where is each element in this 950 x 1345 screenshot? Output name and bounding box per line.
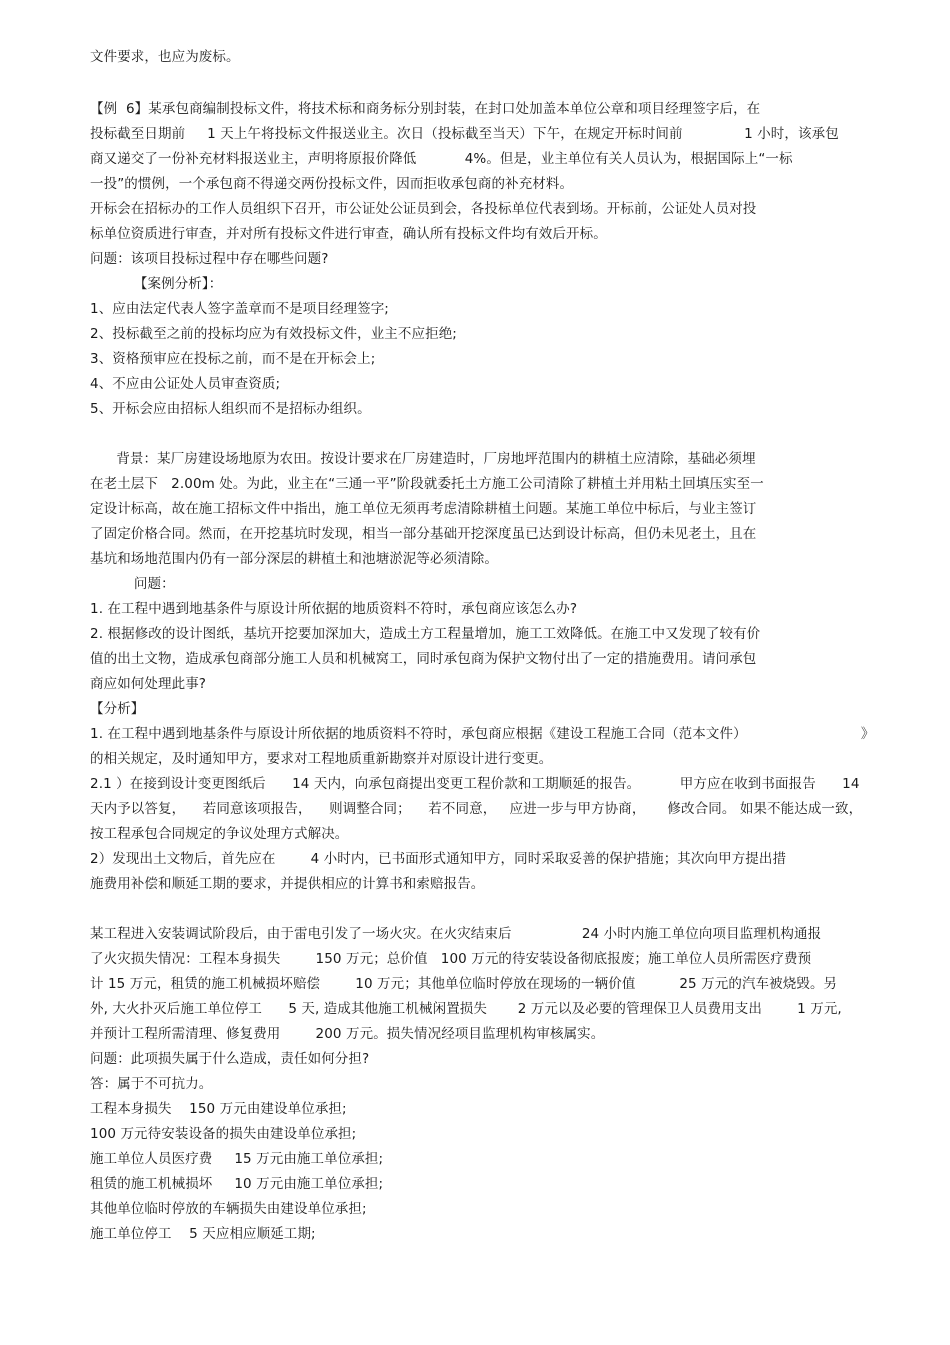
analysis-item-5: 5、开标会应由招标人组织而不是招标办组织。 bbox=[90, 401, 371, 417]
answer-2-1-line-2: 天内予以答复， 若同意该项报告， 则调整合同； 若不同意， 应进一步与甲方协商， 修改合同。 如果不能达成一致， bbox=[90, 801, 863, 817]
answer-2-1-line-1: 2.1 ）在接到设计变更图纸后 14 天内，向承包商提出变更工程价款和工期顺延的报告。 甲方应在收到书面报告 14 bbox=[90, 776, 860, 792]
loss-item-3: 施工单位人员医疗费 15 万元由施工单位承担; bbox=[90, 1151, 384, 1167]
fire-case-line-5: 并预计工程所需清理、修复费用 200 万元。损失情况经项目监理机构审核属实。 bbox=[90, 1026, 605, 1042]
loss-item-4: 租赁的施工机械损坏 10 万元由施工单位承担; bbox=[90, 1176, 384, 1192]
fire-case-line-4: 外, 大火扑灭后施工单位停工 5 天, 造成其他施工机械闲置损失 2 万元以及必要的管理保卫人员费用支出 1 万元, bbox=[90, 1001, 842, 1017]
example-6-line-1: 【例 6】某承包商编制投标文件，将技术标和商务标分别封装，在封口处加盖本单位公章和项目经理签字后，在 bbox=[90, 101, 761, 117]
question-2-line-1: 2. 根据修改的设计图纸，基坑开挖要加深加大，造成土方工程量增加，施工工效降低。在施工中又发现了较有价 bbox=[90, 626, 761, 642]
fire-case-question: 问题：此项损失属于什么造成，责任如何分担? bbox=[90, 1051, 370, 1067]
analysis-item-2: 2、投标截至之前的投标均应为有效投标文件，业主不应拒绝; bbox=[90, 326, 457, 342]
example-6-line-3: 商又递交了一份补充材料报送业主，声明将原报价降低 4%。但是，业主单位有关人员认为，根据国际上“一标 bbox=[90, 151, 793, 167]
text-line-intro: 文件要求，也应为废标。 bbox=[90, 49, 240, 65]
answer-2-1-line-3: 按工程承包合同规定的争议处理方式解决。 bbox=[90, 826, 349, 842]
example-6-line-6: 标单位资质进行审查，并对所有投标文件进行审查，确认所有投标文件均有效后开标。 bbox=[90, 226, 607, 242]
fire-case-line-3: 计 15 万元，租赁的施工机械损坏赔偿 10 万元；其他单位临时停放在现场的一辆价值 25 万元的汽车被烧毁。另 bbox=[90, 976, 838, 992]
loss-item-1: 工程本身损失 150 万元由建设单位承担; bbox=[90, 1101, 347, 1117]
background-line-5: 基坑和场地范围内仍有一部分深层的耕植土和池塘淤泥等必须清除。 bbox=[90, 551, 498, 567]
fire-case-line-2: 了火灾损失情况：工程本身损失 150 万元；总价值 100 万元的待安装设备彻底报废；施工单位人员所需医疗费预 bbox=[90, 951, 812, 967]
analysis-heading: 【分析】 bbox=[90, 701, 145, 717]
background-line-2: 在老土层下 2.00m 处。为此，业主在“三通一平”阶段就委托土方施工公司清除了耕植土并用粘土回填压实至一 bbox=[90, 476, 764, 492]
question-heading: 问题： bbox=[90, 576, 175, 592]
loss-item-2: 100 万元待安装设备的损失由建设单位承担; bbox=[90, 1126, 357, 1142]
analysis-item-3: 3、资格预审应在投标之前，而不是在开标会上; bbox=[90, 351, 376, 367]
example-6-line-4: 一投”的惯例，一个承包商不得递交两份投标文件，因而拒收承包商的补充材料。 bbox=[90, 176, 574, 192]
background-line-3: 定设计标高，故在施工招标文件中指出，施工单位无须再考虑清除耕植土问题。某施工单位中标后，与业主签订 bbox=[90, 501, 757, 517]
case-analysis-heading: 【案例分析】： bbox=[90, 276, 223, 292]
analysis-item-4: 4、不应由公证处人员审查资质; bbox=[90, 376, 281, 392]
answer-2-2-line-2: 施费用补偿和顺延工期的要求，并提供相应的计算书和索赔报告。 bbox=[90, 876, 485, 892]
example-6-line-5: 开标会在招标办的工作人员组织下召开，市公证处公证员到会，各投标单位代表到场。开标前，公证处人员对投 bbox=[90, 201, 757, 217]
example-6-line-2: 投标截至日期前 1 天上午将投标文件报送业主。次日（投标截至当天）下午，在规定开标时间前 1 小时，该承包 bbox=[90, 126, 839, 142]
answer-1-line-1: 1. 在工程中遇到地基条件与原设计所依据的地质资料不符时，承包商应根据《建设工程施工合同（范本文件） 》 bbox=[90, 726, 875, 742]
loss-item-6: 施工单位停工 5 天应相应顺延工期; bbox=[90, 1226, 316, 1242]
background-line-4: 了固定价格合同。然而，在开挖基坑时发现，相当一部分基础开挖深度虽已达到设计标高，但仍未见老土，且在 bbox=[90, 526, 757, 542]
example-6-question: 问题：该项目投标过程中存在哪些问题? bbox=[90, 251, 329, 267]
analysis-item-1: 1、应由法定代表人签字盖章而不是项目经理签字; bbox=[90, 301, 389, 317]
question-2-line-2: 值的出土文物，造成承包商部分施工人员和机械窝工，同时承包商为保护文物付出了一定的措施费用。请问承包 bbox=[90, 651, 757, 667]
fire-case-answer: 答：属于不可抗力。 bbox=[90, 1076, 213, 1092]
background-line-1: 背景：某厂房建设场地原为农田。按设计要求在厂房建造时，厂房地坪范围内的耕植土应清除，基础必须埋 bbox=[90, 451, 756, 467]
answer-2-2-line-1: 2）发现出土文物后，首先应在 4 小时内，已书面形式通知甲方，同时采取妥善的保护措施；其次向甲方提出措 bbox=[90, 851, 787, 867]
answer-1-line-2: 的相关规定，及时通知甲方，要求对工程地质重新勘察并对原设计进行变更。 bbox=[90, 751, 553, 767]
loss-item-5: 其他单位临时停放的车辆损失由建设单位承担; bbox=[90, 1201, 367, 1217]
fire-case-line-1: 某工程进入安装调试阶段后，由于雷电引发了一场火灾。在火灾结束后 24 小时内施工单位向项目监理机构通报 bbox=[90, 926, 822, 942]
question-1: 1. 在工程中遇到地基条件与原设计所依据的地质资料不符时，承包商应该怎么办? bbox=[90, 601, 578, 617]
question-2-line-3: 商应如何处理此事? bbox=[90, 676, 207, 692]
